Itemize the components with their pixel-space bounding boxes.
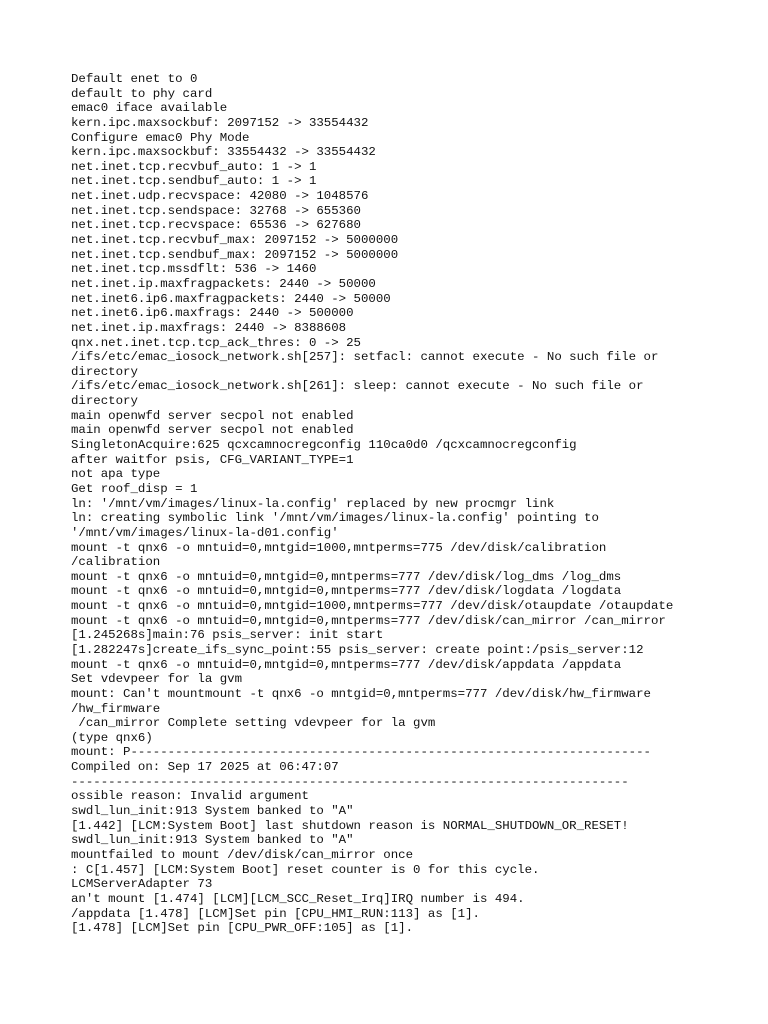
log-line: net.inet6.ip6.maxfrags: 2440 -> 500000 xyxy=(71,306,354,321)
log-line: net.inet.tcp.sendbuf_max: 2097152 -> 5000000 xyxy=(71,247,399,262)
log-line: mount -t qnx6 -o mntuid=0,mntgid=0,mntperms=777 /dev/disk/can_mirror /can_mirror xyxy=(71,613,666,628)
log-line: /hw_firmware xyxy=(71,701,161,716)
log-line: mount: Can't mountmount -t qnx6 -o mntgid=0,mntperms=777 /dev/disk/hw_firmware xyxy=(71,686,651,701)
boot-log xyxy=(71,72,674,936)
log-line: [1.282247s]create_ifs_sync_point:55 psis_server: create point:/psis_server:12 xyxy=(71,642,644,657)
log-line: mount -t qnx6 -o mntuid=0,mntgid=0,mntperms=777 /dev/disk/logdata /logdata xyxy=(71,584,622,599)
log-line: kern.ipc.maxsockbuf: 2097152 -> 33554432 xyxy=(71,115,369,130)
log-line: directory xyxy=(71,364,138,379)
log-line: net.inet.tcp.recvbuf_auto: 1 -> 1 xyxy=(71,159,317,174)
log-line: main openwfd server secpol not enabled xyxy=(71,408,354,423)
log-line: swdl_lun_init:913 System banked to "A" xyxy=(71,804,354,819)
log-line: '/mnt/vm/images/linux-la-d01.config' xyxy=(71,525,339,540)
log-line: : C[1.457] [LCM:System Boot] reset counter is 0 for this cycle. xyxy=(71,862,540,877)
log-line: /ifs/etc/emac_iosock_network.sh[257]: setfacl: cannot execute - No such file or xyxy=(71,350,659,365)
log-line: mountfailed to mount /dev/disk/can_mirror once xyxy=(71,847,414,862)
log-line: Default enet to 0 xyxy=(71,72,198,86)
log-line: /appdata [1.478] [LCM]Set pin [CPU_HMI_RUN:113] as [1]. xyxy=(71,906,480,921)
log-line: not apa type xyxy=(71,467,161,482)
log-line: net.inet.tcp.recvbuf_max: 2097152 -> 5000000 xyxy=(71,233,399,248)
log-line: [1.478] [LCM]Set pin [CPU_PWR_OFF:105] as [1]. xyxy=(71,921,414,936)
log-line: mount -t qnx6 -o mntuid=0,mntgid=1000,mntperms=777 /dev/disk/otaupdate /otaupdate xyxy=(71,599,674,614)
log-line: Set vdevpeer for la gvm xyxy=(71,672,243,687)
log-line: qnx.net.inet.tcp.tcp_ack_thres: 0 -> 25 xyxy=(71,335,361,350)
log-line: mount -t qnx6 -o mntuid=0,mntgid=1000,mntperms=775 /dev/disk/calibration xyxy=(71,540,607,555)
log-line: mount -t qnx6 -o mntuid=0,mntgid=0,mntperms=777 /dev/disk/appdata /appdata xyxy=(71,657,622,672)
log-line: net.inet.ip.maxfrags: 2440 -> 8388608 xyxy=(71,320,347,335)
log-line: ossible reason: Invalid argument xyxy=(71,789,309,804)
log-line: LCMServerAdapter 73 xyxy=(71,877,213,892)
log-line: net.inet.tcp.sendbuf_auto: 1 -> 1 xyxy=(71,174,317,189)
log-line: Compiled on: Sep 17 2025 at 06:47:07 xyxy=(71,760,339,775)
log-line: net.inet6.ip6.maxfragpackets: 2440 -> 50000 xyxy=(71,291,391,306)
log-line: Configure emac0 Phy Mode xyxy=(71,130,250,145)
log-line: emac0 iface available xyxy=(71,101,228,116)
log-line: net.inet.ip.maxfragpackets: 2440 -> 50000 xyxy=(71,276,376,291)
log-line: Get roof_disp = 1 xyxy=(71,481,198,496)
log-line: (type qnx6) xyxy=(71,730,153,745)
log-line: --------------------------------------------------------------------------- xyxy=(71,774,629,789)
log-line: net.inet.tcp.sendspace: 32768 -> 655360 xyxy=(71,203,361,218)
log-line: SingletonAcquire:625 qcxcamnocregconfig 110ca0d0 /qcxcamnocregconfig xyxy=(71,438,577,453)
log-line: ln: creating symbolic link '/mnt/vm/images/linux-la.config' pointing to xyxy=(71,511,599,526)
log-line: an't mount [1.474] [LCM][LCM_SCC_Reset_Irq]IRQ number is 494. xyxy=(71,891,525,906)
log-line: /ifs/etc/emac_iosock_network.sh[261]: sleep: cannot execute - No such file or xyxy=(71,379,644,394)
log-line: /can_mirror Complete setting vdevpeer for la gvm xyxy=(71,716,436,731)
log-line: mount -t qnx6 -o mntuid=0,mntgid=0,mntperms=777 /dev/disk/log_dms /log_dms xyxy=(71,569,622,584)
log-line: [1.442] [LCM:System Boot] last shutdown reason is NORMAL_SHUTDOWN_OR_RESET! xyxy=(71,818,629,833)
log-line: default to phy card xyxy=(71,86,213,101)
log-line: net.inet.udp.recvspace: 42080 -> 1048576 xyxy=(71,189,369,204)
log-line: net.inet.tcp.mssdflt: 536 -> 1460 xyxy=(71,262,317,277)
log-line: net.inet.tcp.recvspace: 65536 -> 627680 xyxy=(71,218,361,233)
log-line: ln: '/mnt/vm/images/linux-la.config' replaced by new procmgr link xyxy=(71,496,555,511)
log-line: [1.245268s]main:76 psis_server: init start xyxy=(71,628,384,643)
log-line: swdl_lun_init:913 System banked to "A" xyxy=(71,833,354,848)
log-line: mount: P---------------------------------------------------------------------- xyxy=(71,745,651,760)
log-line: /calibration xyxy=(71,555,161,570)
log-line: after waitfor psis, CFG_VARIANT_TYPE=1 xyxy=(71,452,354,467)
log-line: directory xyxy=(71,394,138,409)
log-line: kern.ipc.maxsockbuf: 33554432 -> 33554432 xyxy=(71,145,376,160)
log-line: main openwfd server secpol not enabled xyxy=(71,423,354,438)
